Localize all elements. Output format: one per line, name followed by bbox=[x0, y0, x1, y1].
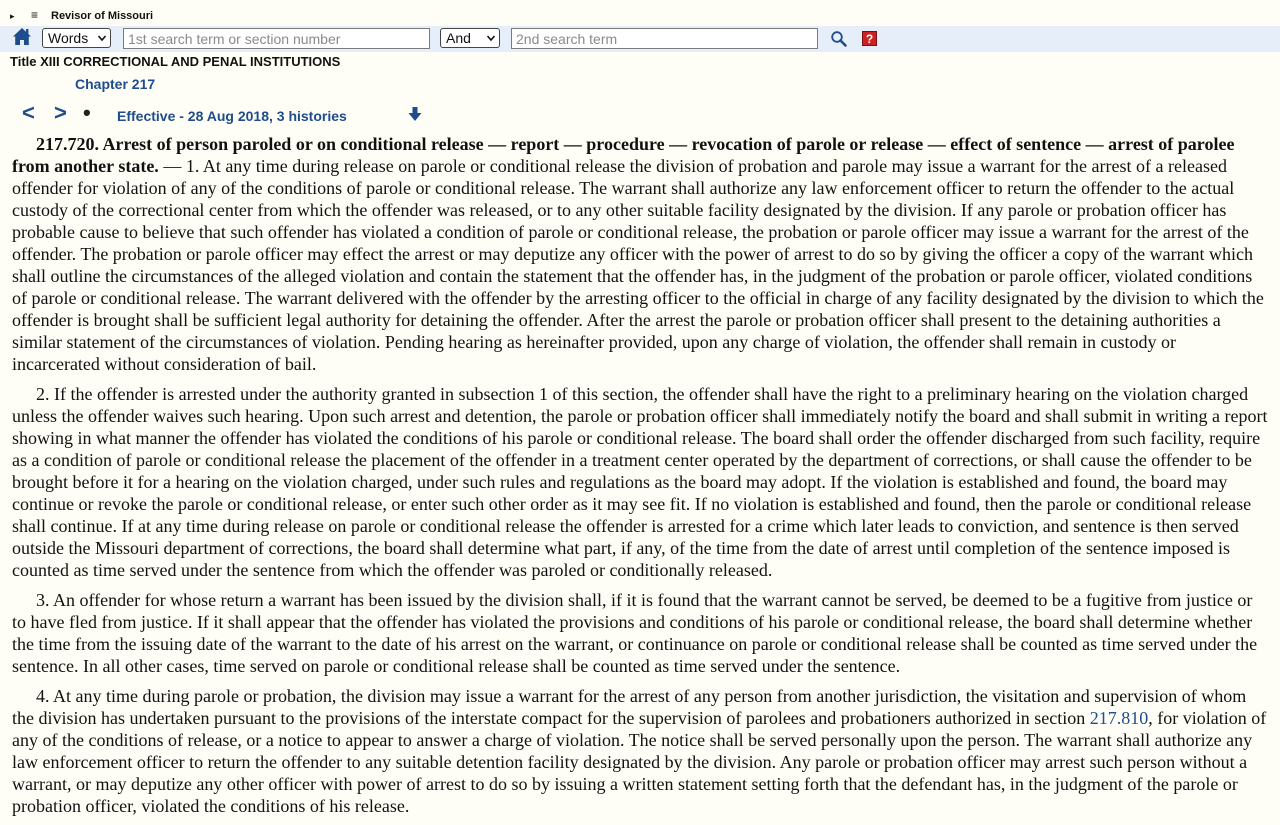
section-217-810-link[interactable]: 217.810 bbox=[1089, 708, 1149, 728]
search-mode-select[interactable] bbox=[42, 28, 111, 48]
down-arrow-icon[interactable] bbox=[407, 106, 423, 122]
search-operator-select[interactable] bbox=[440, 28, 500, 48]
search-icon[interactable] bbox=[830, 30, 848, 48]
section-paragraph-1-text: — 1. At any time during release on parole or conditional release the division of probation and parole may issue a warrant for the arrest of a released offender for violation of any of the conditions of parole or conditional release. The warrant shall authorize any law enforcement officer to return the offender to the actual custody of the correctional center from which the offender was released, or to any other suitable facility designated by the division. If any parole or probation officer has probable cause to believe that such offender has violated a condition of parole or conditional release, the probation or parole officer may issue a warrant for the arrest of the offender. The probation or parole officer may effect the arrest or may deputize any officer with the power of arrest to do so by giving the officer a copy of the warrant which shall outline the circumstances of the alleged violation and contain the statement that the offender has, in the judgment of the probation or parole officer, violated conditions of parole or conditional release. The warrant delivered with the offender by the arresting officer to the official in charge of any facility designated by the division to which the offender is brought shall be sufficient legal authority for detaining the offender. After the arrest the parole or probation officer shall present to the detaining authorities a similar statement of the circumstances of violation. Pending hearing as hereinafter provided, upon any charge of violation, the offender shall remain in custody or incarcerated without consideration of bail. bbox=[12, 156, 1264, 374]
effective-date-link[interactable]: Effective - 28 Aug 2018, 3 histories bbox=[117, 108, 347, 124]
search-bar bbox=[0, 26, 1280, 52]
section-paragraph-2: 2. If the offender is arrested under the authority granted in subsection 1 of this section, the offender shall have the right to a preliminary hearing on the violation charged unless the offender waives such hearing. Upon such arrest and detention, the parole or probation officer shall immediately notify the board and shall submit in writing a report showing in what manner the offender has violated the conditions of his parole or conditional release. The board shall order the offender discharged from such facility, require as a condition of parole or conditional release the placement of the offender in a treatment center operated by the department of corrections, or shall cause the offender to be brought before it for a hearing on the violation charged, under such rules and regulations as the board may adopt. If the violation is established and found, the board may continue or revoke the parole or conditional release, or enter such other order as it may see fit. If no violation is established and found, then the parole or conditional release shall continue. If at any time during release on parole or conditional release the offender is arrested for a crime which later leads to conviction, and sentence is then served outside the Missouri department of corrections, the board shall determine what part, if any, of the time from the date of arrest until completion of the sentence imposed is counted as time served under the sentence from which the offender was paroled or conditionally released. bbox=[12, 384, 1268, 580]
search-operator-value: And bbox=[446, 30, 471, 46]
help-icon[interactable]: ? bbox=[862, 31, 877, 46]
chevron-down-icon bbox=[98, 34, 106, 42]
home-icon[interactable] bbox=[11, 26, 33, 48]
section-paragraph-4-text-b: , for violation of any of the conditions of release, or a notice to appear to answer a charge of violation. The notice shall be served personally upon the person. The warrant shall authorize any law enforcement officer to return the offender to any suitable detention facility designated by the division. Any parole or probation officer may arrest such person without a warrant, or may deputize any other officer with power of arrest to do so by issuing a written statement setting forth that the defendant has, in the judgment of the parole or probation officer, violated the conditions of his release. bbox=[12, 708, 1267, 816]
menu-icon[interactable]: ≡ bbox=[31, 8, 39, 22]
top-bar bbox=[0, 0, 1280, 26]
section-heading: 217.720. Arrest of person paroled or on conditional release — report — procedure — revocation of parole or release — effect of sentence — arrest of parolee from another state. bbox=[12, 134, 1235, 176]
expand-toggle-icon[interactable]: ▸ bbox=[10, 11, 15, 21]
next-section-button[interactable]: > bbox=[54, 100, 67, 125]
current-section-dot[interactable]: • bbox=[83, 100, 91, 125]
site-title[interactable]: Revisor of Missouri bbox=[51, 10, 154, 22]
previous-section-button[interactable]: < bbox=[22, 100, 35, 125]
chevron-down-icon bbox=[487, 34, 495, 42]
section-paragraph-4 bbox=[12, 685, 1268, 817]
section-paragraph-3: 3. An offender for whose return a warrant has been issued by the division shall, if it is found that the warrant cannot be served, be deemed to be a fugitive from justice or to have fled from justice. If it shall appear that the offender has violated the provisions and conditions of his parole or conditional release, the board shall determine whether the time from the issuing date of the warrant to the date of his arrest on the warrant, or continuance on parole or conditional release shall be counted as time served under the sentence. In all other cases, time served on parole or conditional release shall be counted as time served under the sentence. bbox=[12, 590, 1258, 676]
search-mode-value: Words bbox=[48, 30, 89, 46]
search-term-2-input[interactable] bbox=[511, 28, 818, 49]
search-term-1-input[interactable] bbox=[123, 28, 430, 49]
chapter-link[interactable]: Chapter 217 bbox=[75, 76, 156, 92]
section-content bbox=[12, 133, 1268, 825]
title-breadcrumb[interactable]: Title XIII CORRECTIONAL AND PENAL INSTITUTIONS bbox=[10, 54, 341, 69]
section-paragraph-4-text-a: 4. At any time during parole or probation, the division may issue a warrant for the arrest of any person from another jurisdiction, the visitation and supervision of whom the division has undertaken pursuant to the provisions of the interstate compact for the supervision of parolees and probationers authorized in section bbox=[12, 686, 1247, 728]
section-paragraph-1 bbox=[12, 133, 1268, 375]
